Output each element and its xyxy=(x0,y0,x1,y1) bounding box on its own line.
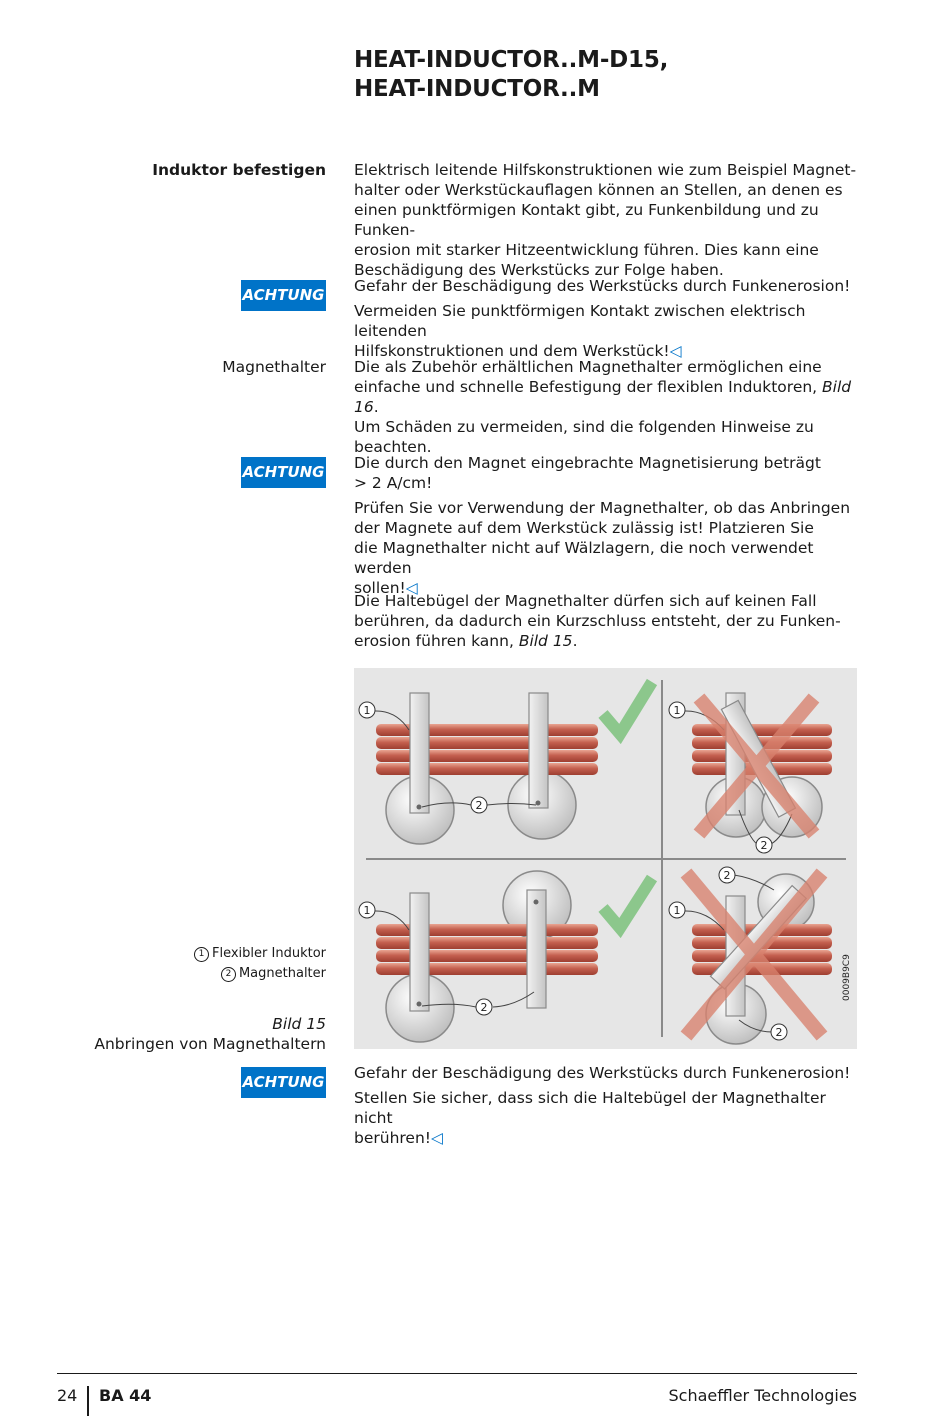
warning-headline: Gefahr der Beschädigung des Werkstücks durch Funkenerosion! xyxy=(354,1064,851,1082)
text-line: berühren, da dadurch ein Kurzschluss entsteht, der zu Funken- xyxy=(354,612,841,630)
callout-1: 1 xyxy=(673,904,681,917)
text-line-part: erosion führen kann, xyxy=(354,632,514,650)
text-line: Um Schäden zu vermeiden, sind die folgenden Hinweise zu xyxy=(354,418,814,436)
panel-wrong-top xyxy=(669,693,832,853)
text-line: Die durch den Magnet eingebrachte Magnetisierung beträgt xyxy=(354,454,821,472)
end-triangle-icon: ◁ xyxy=(431,1129,443,1147)
footer-separator xyxy=(87,1386,89,1416)
callout-2: 2 xyxy=(475,799,483,812)
holder-bar xyxy=(410,893,429,1011)
magnet-holder-illustration xyxy=(354,668,857,1049)
holder-bar xyxy=(529,693,548,808)
text-line: beachten. xyxy=(354,438,432,456)
text-line: einen punktförmigen Kontakt gibt, zu Funkenbildung und zu Funken- xyxy=(354,201,819,239)
checkmark-icon xyxy=(603,878,652,928)
text-line: Beschädigung des Werkstücks zur Folge haben. xyxy=(354,261,724,279)
figure-legend xyxy=(194,944,326,984)
warning-text-3 xyxy=(354,1063,859,1148)
text-line: Stellen Sie sicher, dass sich die Haltebügel der Magnethalter nicht xyxy=(354,1089,826,1127)
text-line: Die als Zubehör erhältlichen Magnethalter ermöglichen eine xyxy=(354,358,822,376)
panel-correct-top xyxy=(359,682,652,844)
section-heading-induktor: Induktor befestigen xyxy=(152,161,326,179)
text-line-part: sollen! xyxy=(354,579,406,597)
callout-2: 2 xyxy=(723,869,731,882)
footer-divider xyxy=(57,1373,857,1374)
caption-number: Bild 15 xyxy=(272,1015,326,1033)
section-text-induktor xyxy=(354,160,859,280)
panel-correct-bottom xyxy=(359,871,652,1042)
callout-1: 1 xyxy=(673,704,681,717)
section-heading-magnethalter: Magnethalter xyxy=(222,358,326,376)
achtung-badge: ACHTUNG xyxy=(241,1067,326,1098)
page-title xyxy=(354,46,668,104)
achtung-badge: ACHTUNG xyxy=(241,280,326,311)
text-line: die Magnethalter nicht auf Wälzlagern, die noch verwendet werden xyxy=(354,539,814,577)
text-line: Vermeiden Sie punktförmigen Kontakt zwischen elektrisch leitenden xyxy=(354,302,806,340)
text-line: erosion mit starker Hitzeentwicklung führen. Dies kann eine xyxy=(354,241,819,259)
inductor-pipes xyxy=(376,724,598,775)
text-line-part: einfache und schnelle Befestigung der flexiblen Induktoren, xyxy=(354,378,818,396)
achtung-badge: ACHTUNG xyxy=(241,457,326,488)
figure-code: 0009B9C9 xyxy=(842,954,852,1001)
text-line xyxy=(354,1128,859,1148)
text-line-part: berühren! xyxy=(354,1129,432,1147)
end-triangle-icon: ◁ xyxy=(405,579,418,597)
title-line-1: HEAT-INDUCTOR..M-D15, xyxy=(354,47,669,73)
figure-caption xyxy=(94,1014,326,1054)
section-text-magnethalter xyxy=(354,357,859,457)
text-line-part: . xyxy=(373,398,379,416)
text-line: Elektrisch leitende Hilfskonstruktionen wie zum Beispiel Magnet- xyxy=(354,161,857,179)
title-line-2: HEAT-INDUCTOR..M xyxy=(354,76,600,102)
warning-text-1 xyxy=(354,276,859,361)
figure-reference[interactable]: Bild 15 xyxy=(518,632,573,650)
warning-headline: Gefahr der Beschädigung des Werkstücks durch Funkenerosion! xyxy=(354,277,851,295)
text-line: > 2 A/cm! xyxy=(354,474,433,492)
document-id: BA 44 xyxy=(99,1386,152,1405)
legend-item xyxy=(194,944,326,964)
text-line xyxy=(354,377,859,417)
figure-bild-15 xyxy=(354,668,857,1049)
callout-1: 1 xyxy=(363,904,371,917)
legend-number-icon: 1 xyxy=(194,947,209,962)
text-line: Die Haltebügel der Magnethalter dürfen sich auf keinen Fall xyxy=(354,592,817,610)
holder-bar xyxy=(410,693,429,813)
caption-title: Anbringen von Magnethaltern xyxy=(94,1035,326,1053)
inductor-pipes xyxy=(376,924,598,975)
callout-2: 2 xyxy=(775,1026,783,1039)
warning-text-2 xyxy=(354,453,859,598)
legend-label: Magnethalter xyxy=(238,966,326,981)
text-line-part: Hilfskonstruktionen und dem Werkstück! xyxy=(354,342,670,360)
legend-number-icon: 2 xyxy=(221,967,236,982)
holder-bar xyxy=(527,890,546,1008)
checkmark-icon xyxy=(603,682,652,734)
text-line: halter oder Werkstückauflagen können an Stellen, an denen es xyxy=(354,181,843,199)
text-line xyxy=(354,631,859,651)
callout-2: 2 xyxy=(480,1001,488,1014)
callout-2: 2 xyxy=(760,839,768,852)
company-name: Schaeffler Technologies xyxy=(668,1386,857,1405)
legend-label: Flexibler Induktor xyxy=(212,946,326,961)
legend-item xyxy=(194,964,326,984)
figure-reference[interactable]: Bild 16 xyxy=(354,378,852,416)
callout-1: 1 xyxy=(363,704,371,717)
text-line: der Magnete auf dem Werkstück zulässig ist! Platzieren Sie xyxy=(354,519,814,537)
end-triangle-icon: ◁ xyxy=(669,342,682,360)
text-line: Prüfen Sie vor Verwendung der Magnethalter, ob das Anbringen xyxy=(354,499,851,517)
page-number: 24 xyxy=(57,1386,78,1405)
panel-wrong-bottom xyxy=(669,867,832,1044)
text-line-part: . xyxy=(572,632,578,650)
section-text-haltebuegel xyxy=(354,591,859,651)
